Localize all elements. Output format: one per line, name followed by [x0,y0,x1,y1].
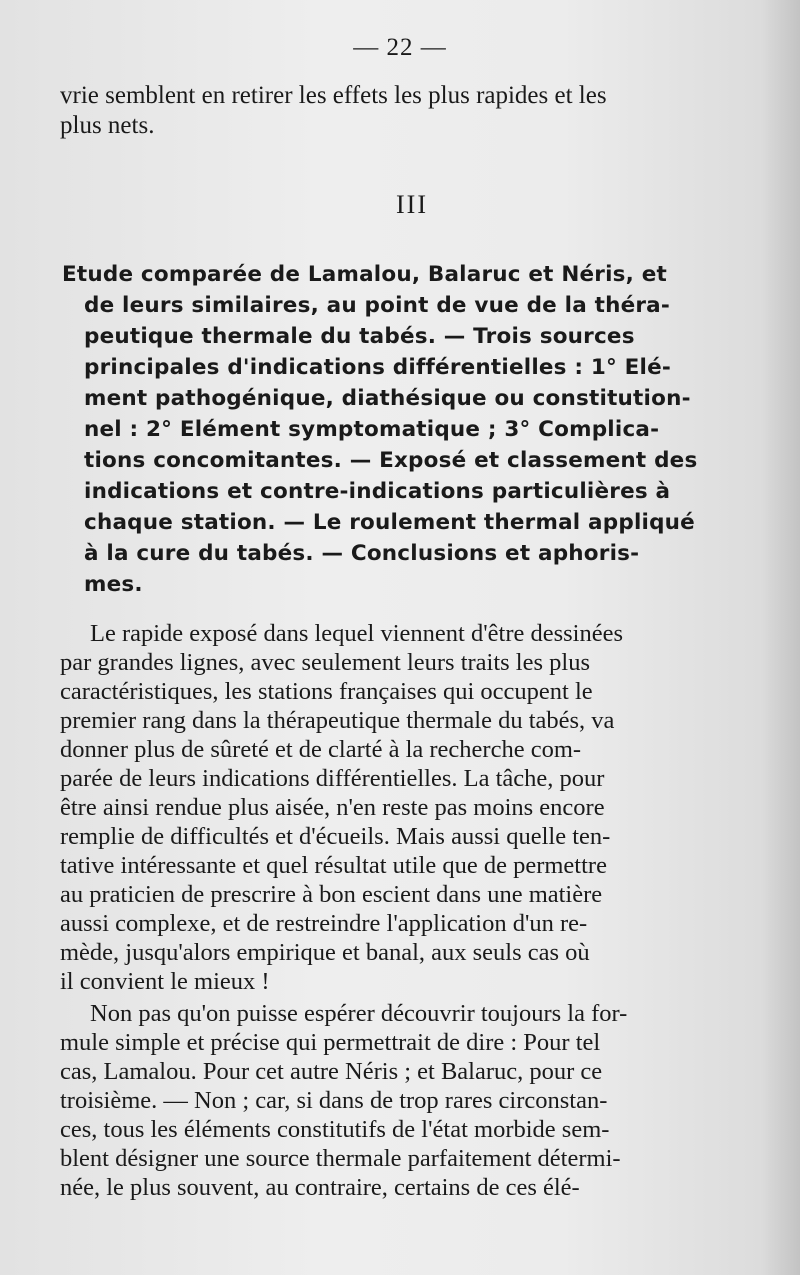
text-line: blent désigner une source thermale parfaitement détermi- [60,1145,621,1172]
text-line: née, le plus souvent, au contraire, certains de ces élé- [60,1174,580,1201]
summary-line: tions concomitantes. — Exposé et classement des [84,448,698,473]
summary-line: indications et contre-indications particulières à [84,479,671,504]
text-line: troisième. — Non ; car, si dans de trop rares circonstan- [60,1087,608,1114]
summary-line: mes. [84,572,143,597]
text-line: aussi complexe, et de restreindre l'application d'un re- [60,910,588,937]
continuation-line: vrie semblent en retirer les effets les plus rapides et les [60,82,607,109]
text-line: mule simple et précise qui permettrait de dire : Pour tel [60,1029,601,1056]
summary-line: chaque station. — Le roulement thermal appliqué [84,510,695,535]
summary-line: ment pathogénique, diathésique ou constitution- [84,386,691,411]
text-line: remplie de difficultés et d'écueils. Mais aussi quelle ten- [60,823,611,850]
section-numeral: III [396,190,428,219]
summary-line: de leurs similaires, au point de vue de la théra- [84,293,670,318]
text-line: parée de leurs indications différentielles. La tâche, pour [60,765,605,792]
text-line: ces, tous les éléments constitutifs de l'état morbide sem- [60,1116,610,1143]
text-line: il convient le mieux ! [60,968,270,995]
summary-line: nel : 2° Elément symptomatique ; 3° Complica- [84,417,660,442]
continuation-line: plus nets. [60,112,155,139]
text-line: mède, jusqu'alors empirique et banal, aux seuls cas où [60,939,590,966]
summary-line: principales d'indications différentielles : 1° Elé- [84,355,671,380]
text-line: donner plus de sûreté et de clarté à la recherche com- [60,736,582,763]
page-number: — 22 — [353,34,447,61]
text-line: au praticien de prescrire à bon escient dans une matière [60,881,603,908]
text-line: par grandes lignes, avec seulement leurs traits les plus [60,649,590,676]
text-line: tative intéressante et quel résultat utile que de permettre [60,852,607,879]
summary-line: peutique thermale du tabés. — Trois sources [84,324,635,349]
summary-line: Etude comparée de Lamalou, Balaruc et Néris, et [62,262,667,287]
text-line: Le rapide exposé dans lequel viennent d'être dessinées [90,620,624,647]
text-line: caractéristiques, les stations françaises qui occupent le [60,678,593,705]
text-line: être ainsi rendue plus aisée, n'en reste pas moins encore [60,794,605,821]
summary-line: à la cure du tabés. — Conclusions et aphoris- [84,541,640,566]
text-line: Non pas qu'on puisse espérer découvrir toujours la for- [90,1000,628,1027]
text-line: cas, Lamalou. Pour cet autre Néris ; et Balaruc, pour ce [60,1058,603,1085]
text-line: premier rang dans la thérapeutique thermale du tabés, va [60,707,615,734]
